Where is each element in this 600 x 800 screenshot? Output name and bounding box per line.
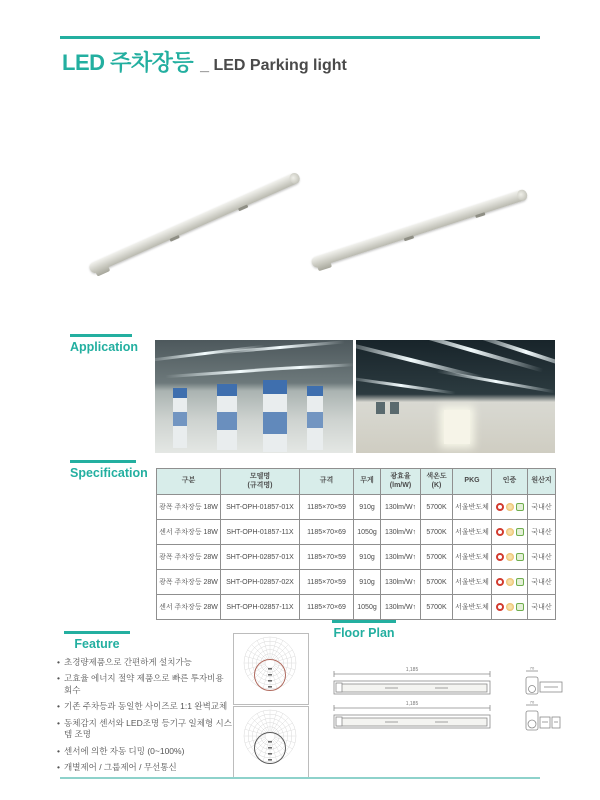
specification-section-heading: Specification [70,460,136,480]
spec-col-header-8: 원산지 [528,469,556,495]
led-tube-product-photo-1 [88,172,301,275]
spec-cell-weight: 910g [354,570,381,595]
spec-col-header-0: 구분 [157,469,221,495]
spec-cell-cct: 5700K [421,595,453,620]
spec-cell-efficiency: 130lm/W↑ [381,495,421,520]
application-photo-parking-garage-pillars [155,340,353,453]
tube-clip [475,212,485,218]
floor-plan-drawings [330,664,565,749]
red-seal-icon [496,503,504,511]
red-seal-icon [496,528,504,536]
cert-badges-cell [492,545,528,570]
spec-cell-origin: 국내산 [528,570,556,595]
tube-end-bracket [94,264,110,277]
red-seal-icon [496,553,504,561]
bright-doorway [444,410,470,444]
gold-seal-icon [506,503,514,511]
feature-item-3: • 기존 주차등과 동일한 사이즈로 1:1 완벽교체 [57,701,228,712]
bullet-icon: • [57,657,60,667]
spec-col-header-5: 색온도 (K) [421,469,453,495]
green-seal-icon [516,553,524,561]
spec-cell-size: 1185×70×69 [300,595,354,620]
cert-badges-cell [492,520,528,545]
feature-item-4: • 동체감지 센서와 LED조명 등기구 일체형 시스템 조명 [57,717,232,740]
spec-table-row-5 [157,595,556,620]
spec-col-header-7: 인증 [492,469,528,495]
spec-cell-cct: 5700K [421,520,453,545]
spec-cell-weight: 910g [354,545,381,570]
tube-endcap [516,188,529,202]
spec-col-header-4: 광효율 (lm/W) [381,469,421,495]
dimension-label-width-1: 70 [529,665,535,671]
dimension-label-length-1: 1,185 [405,667,419,673]
spec-cell-model: SHT-OPH-02857-02X [221,570,300,595]
spec-cell-pkg: 서울반도체 [453,545,492,570]
spec-cell-origin: 국내산 [528,595,556,620]
fixture-drawing-top [334,671,490,694]
photometric-polar-chart-2 [233,706,309,778]
spec-cell-pkg: 서울반도체 [453,595,492,620]
spec-table-row-2 [157,520,556,545]
page-title-korean: LED 주차장등 [62,50,194,75]
spec-cell-model: SHT-OPH-01857-01X [221,495,300,520]
red-seal-icon [496,603,504,611]
spec-cell-model: SHT-OPH-02857-11X [221,595,300,620]
footer-divider-line [60,777,540,779]
spec-cell-pkg: 서울반도체 [453,495,492,520]
spec-table-row-1 [157,495,556,520]
spec-col-header-2: 규격 [300,469,354,495]
led-tube-product-photo-2 [310,189,527,269]
bullet-icon: • [57,745,60,756]
gold-seal-icon [506,553,514,561]
tube-endcap [288,171,302,185]
spec-col-header-6: PKG [453,469,492,495]
green-seal-icon [516,503,524,511]
spec-cell-origin: 국내산 [528,495,556,520]
spec-cell-origin: 국내산 [528,520,556,545]
spec-cell-efficiency: 130lm/W↑ [381,545,421,570]
spec-cell-category: 광폭 주차장등 28W [157,570,221,595]
spec-cell-category: 광폭 주차장등 28W [157,545,221,570]
spec-cell-cct: 5700K [421,495,453,520]
fixture-drawing-bottom [334,705,490,728]
dimension-label-width-2: 70 [529,699,535,705]
bullet-icon: • [57,701,60,712]
green-seal-icon [516,528,524,536]
spec-col-header-3: 무게 [354,469,381,495]
header-divider-line [60,36,540,39]
cert-badges-cell [492,495,528,520]
spec-cell-category: 광폭 주차장등 18W [157,495,221,520]
spec-cell-size: 1185×70×59 [300,545,354,570]
green-seal-icon [516,603,524,611]
spec-col-header-1: 모델명 (규격명) [221,469,300,495]
cert-badges-cell [492,570,528,595]
photometric-polar-chart-1 [233,633,309,705]
spec-cell-cct: 5700K [421,570,453,595]
spec-table-row-3 [157,545,556,570]
application-photo-parking-garage-lights [356,340,555,453]
bullet-icon: • [57,717,60,728]
fixture-endview-bottom [526,705,560,730]
spec-cell-cct: 5700K [421,545,453,570]
spec-cell-pkg: 서울반도체 [453,570,492,595]
feature-list [57,657,232,779]
spec-cell-pkg: 서울반도체 [453,520,492,545]
gold-seal-icon [506,528,514,536]
spec-cell-category: 센서 주차장등 28W [157,595,221,620]
spec-cell-efficiency: 130lm/W↑ [381,570,421,595]
specification-table [156,468,556,620]
spec-cell-category: 센서 주차장등 18W [157,520,221,545]
application-section-heading: Application [70,334,132,354]
spec-cell-size: 1185×70×59 [300,570,354,595]
bullet-icon: • [57,673,60,684]
gold-seal-icon [506,578,514,586]
tube-clip [169,235,179,242]
fixture-endview-top [526,671,562,694]
red-seal-icon [496,578,504,586]
spec-cell-weight: 1050g [354,520,381,545]
page-title [62,46,347,77]
page-title-english: _ LED Parking light [200,57,347,74]
bullet-icon: • [57,762,60,773]
floor-plan-section-heading: Floor Plan [332,620,396,640]
tube-clip [404,235,414,241]
feature-item-2: • 고효율 에너지 절약 제품으로 빠른 투자비용 회수 [57,673,224,695]
feature-item-6: • 개별제어 / 그룹제어 / 무선통신 [57,762,177,773]
spec-table-row-4 [157,570,556,595]
tube-clip [238,204,248,211]
spec-cell-size: 1185×70×69 [300,520,354,545]
spec-cell-origin: 국내산 [528,545,556,570]
spec-cell-efficiency: 130lm/W↑ [381,520,421,545]
spec-table-body [157,495,556,620]
spec-cell-model: SHT-OPH-01857-11X [221,520,300,545]
feature-section-heading: Feature [64,631,130,651]
dimension-label-length-2: 1,185 [405,701,419,707]
spec-cell-efficiency: 130lm/W↑ [381,595,421,620]
feature-item-1: • 초경량제품으로 간편하게 설치가능 [57,657,192,667]
tube-sensor-head [316,259,332,271]
spec-cell-weight: 910g [354,495,381,520]
green-seal-icon [516,578,524,586]
cert-badges-cell [492,595,528,620]
spec-cell-size: 1185×70×59 [300,495,354,520]
spec-cell-model: SHT-OPH-02857-01X [221,545,300,570]
feature-item-5: • 센서에 의한 자동 디밍 (0~100%) [57,745,185,756]
spec-cell-weight: 1050g [354,595,381,620]
gold-seal-icon [506,603,514,611]
spec-table-header [157,469,556,495]
